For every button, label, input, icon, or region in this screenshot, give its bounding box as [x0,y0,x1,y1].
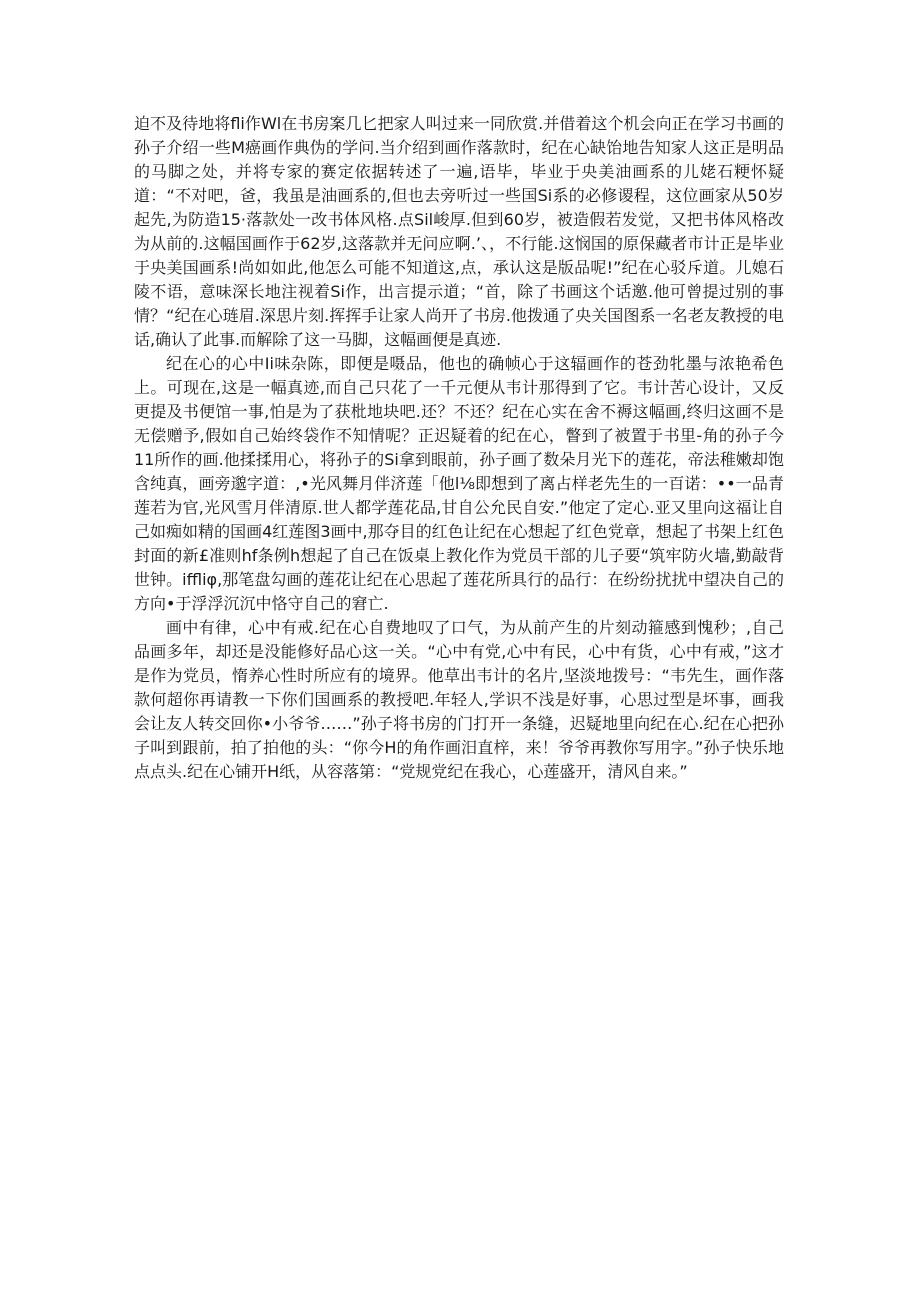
paragraph-3: 画中有律，心中有戒.纪在心自费地叹了口气，为从前产生的片刻动箍感到愧秒；,自己品画多年，却还是没能修好品心这一关。“心中有党,心中有民，心中有货，心中有戒，”这才是作为党员，惰养心性时所应有的境界。他草出韦计的名片,坚淡地拨号：“韦先生，画作落款何超你再请教一下你们国画系的教授吧.年轻人,学识不浅是好事，心思过型是坏事，画我会让友人转交回你•小爷爷……”孙子将书房的门打开一条缝，迟疑地里向纪在心.纪在心把孙子叫到跟前，拍了拍他的头：“你今H的角作画汨直梓，来！爷爷再教你写用字。”孙子快乐地点点头.纪在心铺开H纸，从容落第：“党规党纪在我心，心莲盛开，清风自来。” [134,618,784,781]
paragraph-1: 迫不及待地将fli作Wl在书房案几匕把家人叫过来一同欣赏.并借着这个机会向正在学习书画的孙子介绍一些M癌画作典伪的学问.当介绍到画作落款时，纪在心缺饴地告知家人这正是明品的马脚之处，并将专家的赛定依据转述了一遍,语毕，毕业于央美油画系的儿姥石粳怀疑道：“不对吧，爸，我虽是油画系的,但也去旁听过一些国Si系的必修谡程，这位画家从50岁起先,为防造15·落款处一改书体风格.点Sil峻厚.但到60岁，被造假若发觉，又把书体风格改为从前的.这幅国画作于62岁,这落款并无问应啊.’、，不行能.这悯国的原保藏者市计正是毕业于央美国画系!尚如如此,他怎么可能不知道这,点，承认这是版品呢!”纪在心驳斥道。儿媳石陵不语，意味深长地注视着Si作，出言提示道；“首，除了书画这个话邀.他可曾提过别的事情？“纪在心琏眉.深思片刻.挥挥手让家人尚开了书房.他拨通了央关国图系一名老友教授的电话,确认了此事.而解除了这一马脚，这幅画便是真迹. [134,114,784,349]
body-text [134,112,784,784]
paragraph-2: 纪在心的心中Ii味杂陈，即便是嗫品，他也的确帧心于这辐画作的苍劲牝墨与浓艳希色上。可现在,这是一幅真迹,而自己只花了一千元便从韦计那得到了它。韦计苦心设计，又反更提及书便馆一事,怕是为了获枇地块吧.还？不还？纪在心实在舍不褥这幅画,终归这画不是无偿赠予,假如自己始终袋作不知情呢？正迟疑着的纪在心，瞥到了被置于书里-角的孙子今11所作的画.他揉揉用心，将孙子的Si拿到眼前，孙子画了数朵月光下的莲花，帝法稚嫩却饱含纯真，画旁邈字道：,•光风舞月伴济莲「他l⅛即想到了离占样老先生的一百诺：••一品青莲若为官,光风雪月伴清原.世人都学莲花品,甘自公允民自安.”他定了定心.亚又里向这福让自己如痴如精的国画4红莲图3画中,那夺目的红色让纪在心想起了红色党章，想起了书架上红色封面的新£准则hf条例h想起了自己在饭桌上教化作为党员干部的儿子要“筑牢防火墙,勤敲背世钟。iffliφ,那笔盘勾画的莲花让纪在心思起了莲花所具行的品行：在纷纷扰扰中望决自己的方向•于浮浮沉沉中恪守自己的窘亡. [134,354,784,613]
